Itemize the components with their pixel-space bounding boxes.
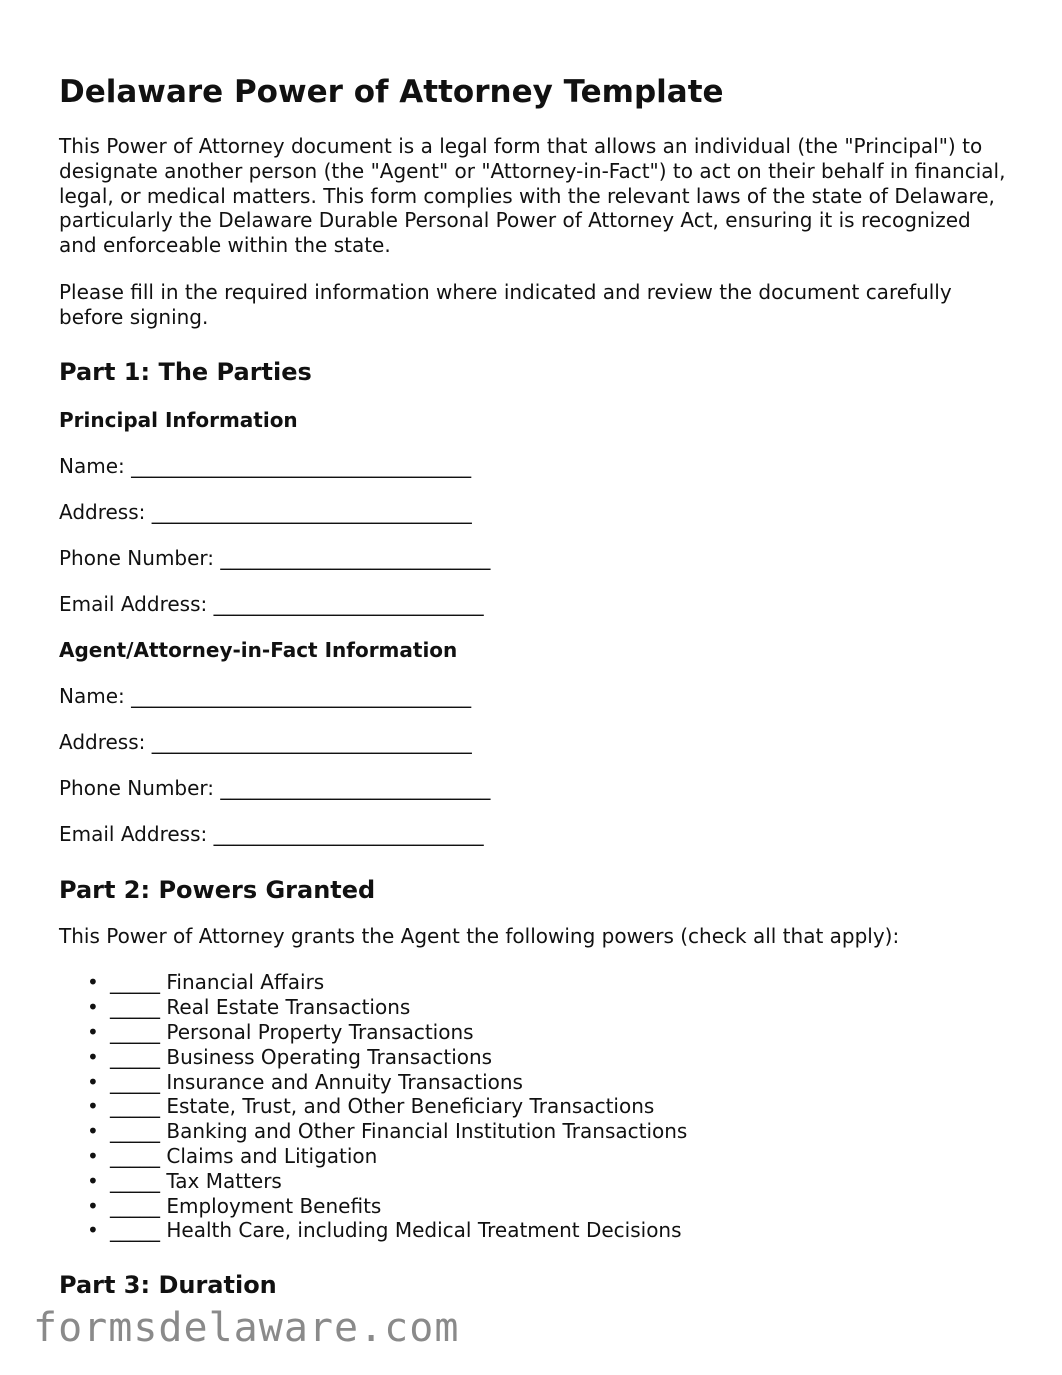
- power-item[interactable]: • _____ Employment Benefits: [87, 1194, 1009, 1219]
- power-item[interactable]: • _____ Insurance and Annuity Transactions: [87, 1070, 1009, 1095]
- agent-address-field[interactable]: Address: ________________________________: [59, 729, 472, 754]
- powers-list: [59, 970, 1009, 1243]
- power-item[interactable]: • _____ Business Operating Transactions: [87, 1045, 1009, 1070]
- power-item[interactable]: • _____ Health Care, including Medical Treatment Decisions: [87, 1218, 1009, 1243]
- power-item[interactable]: • _____ Estate, Trust, and Other Beneficiary Transactions: [87, 1094, 1009, 1119]
- agent-name-field[interactable]: Name: __________________________________: [59, 683, 472, 708]
- principal-email-field[interactable]: Email Address: ___________________________: [59, 591, 484, 616]
- power-item[interactable]: • _____ Financial Affairs: [87, 970, 1009, 995]
- part2-heading: Part 2: Powers Granted: [59, 875, 376, 904]
- part1-heading: Part 1: The Parties: [59, 357, 312, 386]
- power-item[interactable]: • _____ Banking and Other Financial Institution Transactions: [87, 1119, 1009, 1144]
- agent-heading: Agent/Attorney-in-Fact Information: [59, 637, 458, 662]
- intro-paragraph: This Power of Attorney document is a legal form that allows an individual (the "Principal") to designate another person (the "Agent" or "Attorney-in-Fact") to act on their behalf in financial, legal, or medical matters. This form complies with the relevant laws of the state of Delaware, particularly the Delaware Durable Personal Power of Attorney Act, ensuring it is recognized and enforceable within the state.: [59, 134, 1006, 258]
- instructions-paragraph: Please fill in the required information where indicated and review the document carefully before signing.: [59, 279, 952, 329]
- power-item[interactable]: • _____ Tax Matters: [87, 1169, 1009, 1194]
- document-title: Delaware Power of Attorney Template: [59, 74, 724, 110]
- part3-heading: Part 3: Duration: [59, 1271, 277, 1300]
- document-page: [59, 72, 1009, 1319]
- principal-address-field[interactable]: Address: ________________________________: [59, 499, 472, 524]
- agent-email-field[interactable]: Email Address: ___________________________: [59, 821, 484, 846]
- agent-phone-field[interactable]: Phone Number: ___________________________: [59, 775, 491, 800]
- powers-intro: This Power of Attorney grants the Agent the following powers (check all that apply):: [59, 923, 900, 948]
- power-item[interactable]: • _____ Claims and Litigation: [87, 1144, 1009, 1169]
- principal-name-field[interactable]: Name: __________________________________: [59, 453, 472, 478]
- power-item[interactable]: • _____ Real Estate Transactions: [87, 995, 1009, 1020]
- principal-phone-field[interactable]: Phone Number: ___________________________: [59, 545, 491, 570]
- site-watermark: formsdelaware.com: [33, 1305, 460, 1351]
- principal-heading: Principal Information: [59, 407, 298, 432]
- power-item[interactable]: • _____ Personal Property Transactions: [87, 1020, 1009, 1045]
